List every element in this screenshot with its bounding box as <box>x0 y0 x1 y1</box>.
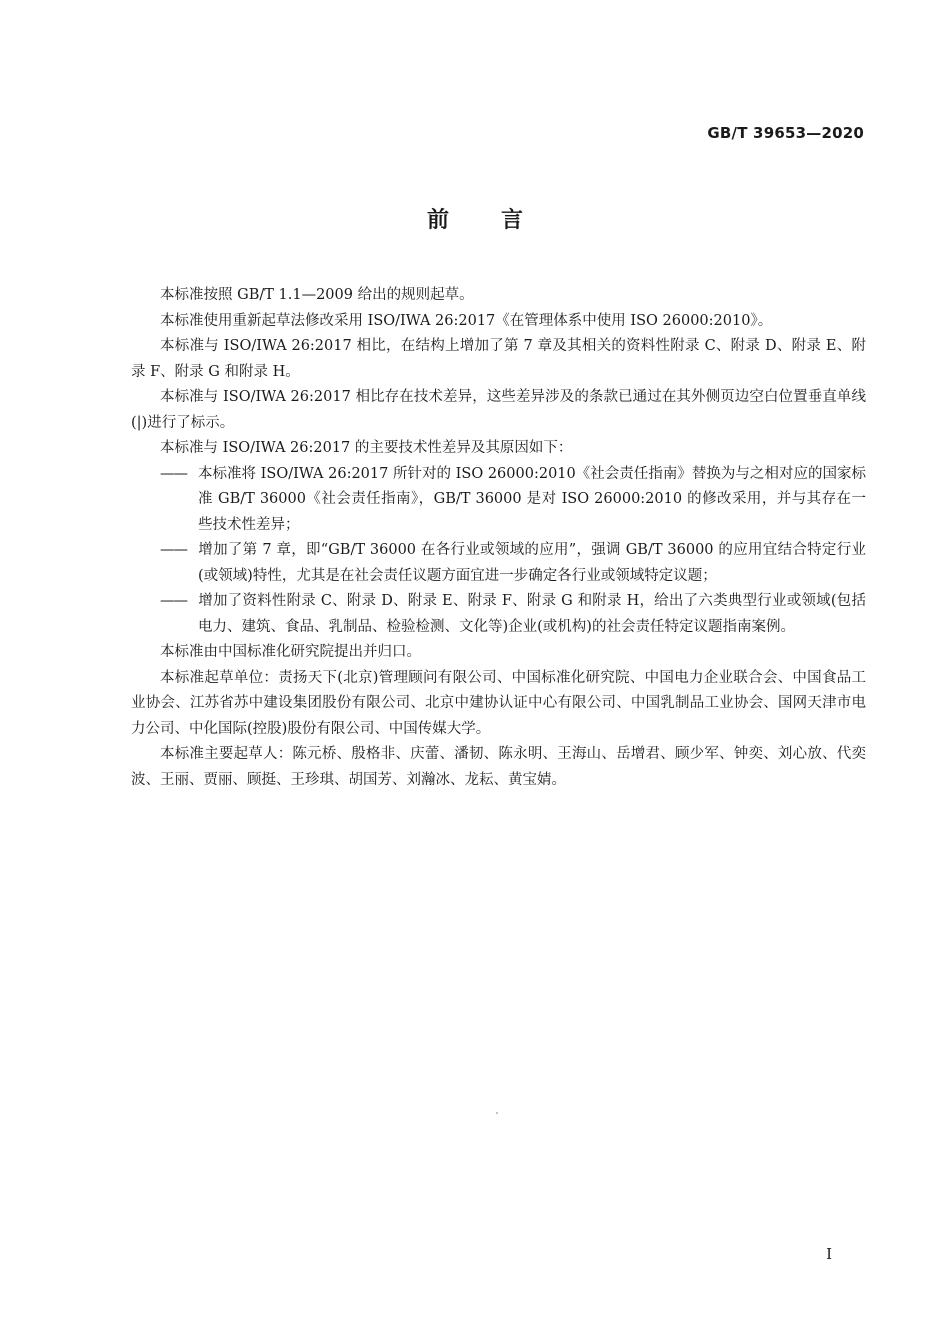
paragraph-drafters: 本标准主要起草人：陈元桥、殷格非、庆蕾、潘韧、陈永明、王海山、岳增君、顾少军、钟奕、刘心放、代奕波、王丽、贾丽、顾挺、王珍琪、胡国芳、刘瀚冰、龙耘、黄宝婧。 <box>131 746 866 788</box>
paragraph-drafting-rules: 本标准按照 GB/T 1.1—2009 给出的规则起草。 <box>160 287 474 303</box>
paragraph-drafting-units: 本标准起草单位：责扬天下(北京)管理顾问有限公司、中国标准化研究院、中国电力企业联合会、中国食品工业协会、江苏省苏中建设集团股份有限公司、北京中建协认证中心有限公司、中国乳制品工业协会、国网天津市电力公司、中化国际(控股)股份有限公司、中国传媒大学。 <box>131 669 866 737</box>
difference-item <box>131 589 866 640</box>
difference-item-text: 本标准将 ISO/IWA 26:2017 所针对的 ISO 26000:2010《社会责任指南》替换为与之相对应的国家标准 GB/T 36000《社会责任指南》，GB/T 36000 是对 ISO 26000:2010 的修改采用，并与其存在一些技术性差异； <box>198 465 866 533</box>
dash-marker: —— <box>160 542 187 558</box>
difference-item <box>131 462 866 539</box>
paragraph-structural-changes: 本标准与 ISO/IWA 26:2017 相比，在结构上增加了第 7 章及其相关的资料性附录 C、附录 D、附录 E、附录 F、附录 G 和附录 H。 <box>131 338 866 380</box>
standard-code: GB/T 39653—2020 <box>707 124 864 142</box>
paragraph-adoption-method: 本标准使用重新起草法修改采用 ISO/IWA 26:2017《在管理体系中使用 ISO 26000:2010》。 <box>160 312 773 329</box>
scan-speck <box>496 1112 498 1114</box>
page-number: I <box>826 1245 832 1263</box>
difference-item-text: 增加了资料性附录 C、附录 D、附录 E、附录 F、附录 G 和附录 H，给出了六类典型行业或领域(包括电力、建筑、食品、乳制品、检验检测、文化等)企业(或机构)的社会责任特定议题指南案例。 <box>198 593 866 635</box>
paragraph-technical-deviations: 本标准与 ISO/IWA 26:2017 相比存在技术差异，这些差异涉及的条款已通过在其外侧页边空白位置垂直单线(|)进行了标示。 <box>131 389 866 431</box>
paragraph-differences-intro: 本标准与 ISO/IWA 26:2017 的主要技术性差异及其原因如下： <box>160 440 573 456</box>
dash-marker: —— <box>160 465 187 482</box>
page-title: 前言 <box>426 208 575 233</box>
dash-marker: —— <box>160 593 187 609</box>
foreword-body <box>131 283 866 793</box>
difference-item <box>131 538 866 589</box>
difference-item-text: 增加了第 7 章，即“GB/T 36000 在各行业或领域的应用”，强调 GB/T 36000 的应用宜结合特定行业(或领域)特性，尤其是在社会责任议题方面宜进一步确定各行业或领域特定议题； <box>198 542 866 584</box>
paragraph-proposer: 本标准由中国标准化研究院提出并归口。 <box>160 644 421 660</box>
